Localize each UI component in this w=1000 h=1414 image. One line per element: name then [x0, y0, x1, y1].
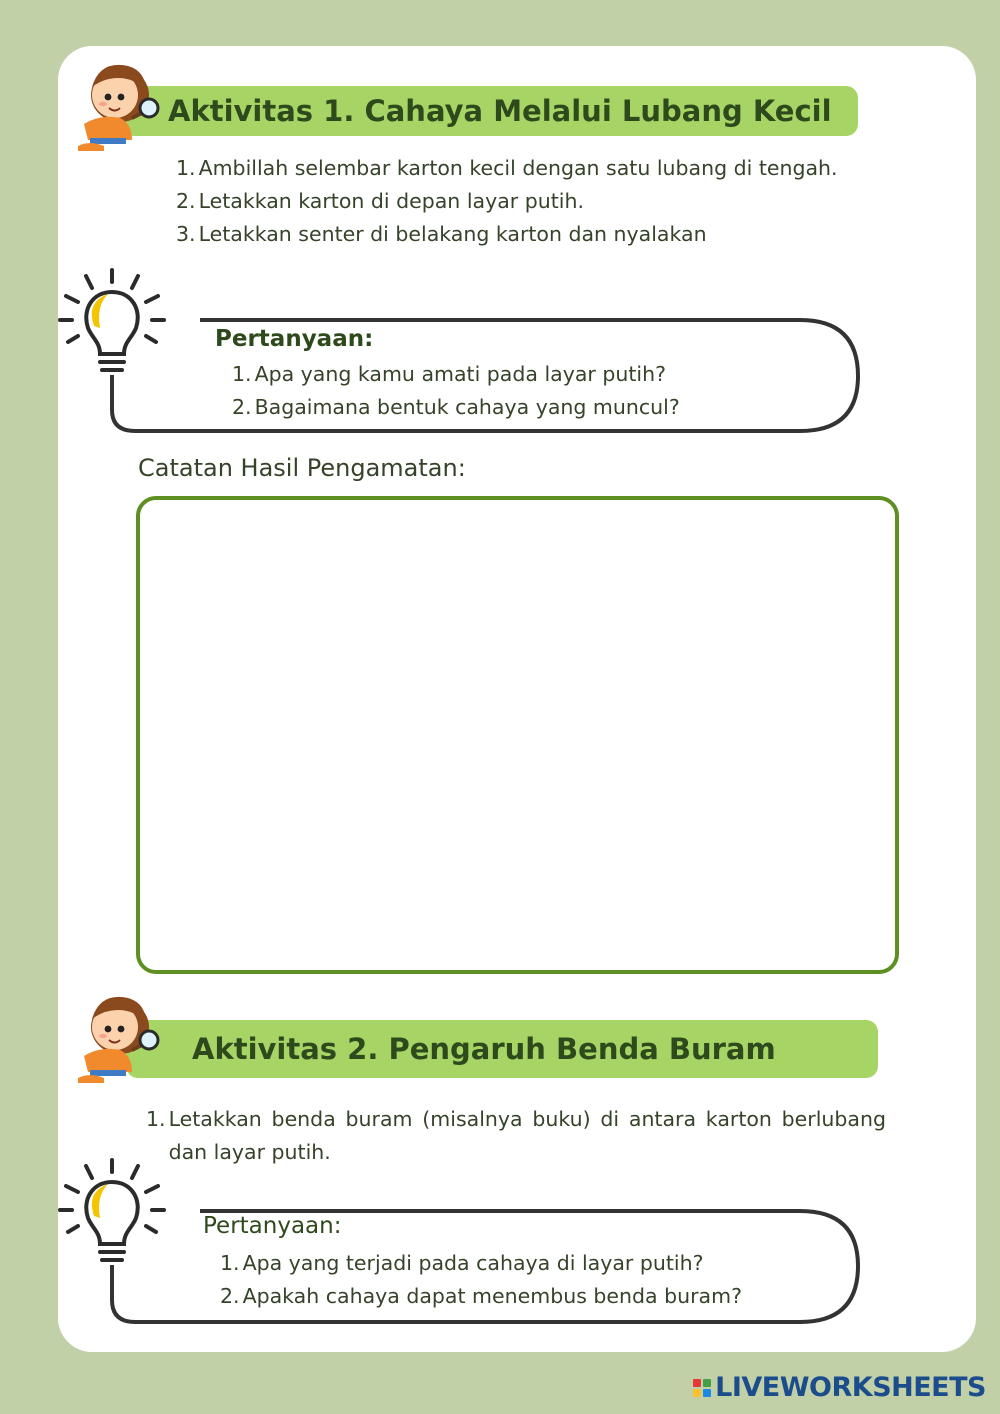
- observation-notes-box[interactable]: [136, 496, 899, 974]
- list-item: [220, 1247, 742, 1280]
- notes-label: Catatan Hasil Pengamatan:: [138, 454, 466, 482]
- activity2-steps: [146, 1103, 886, 1169]
- question-text: Apa yang kamu amati pada layar putih?: [254, 362, 666, 386]
- list-item: [146, 1103, 886, 1169]
- list-item: [232, 391, 680, 424]
- step-number: 1.: [176, 156, 196, 180]
- step-number: 1.: [146, 1107, 166, 1131]
- question-number: 1.: [220, 1251, 240, 1275]
- boy-magnifier-illustration: [70, 972, 170, 1084]
- question-number: 2.: [232, 395, 252, 419]
- list-item: [232, 358, 680, 391]
- question-text: Bagaimana bentuk cahaya yang muncul?: [254, 395, 680, 419]
- question-number: 2.: [220, 1284, 240, 1308]
- activity2-title: Aktivitas 2. Pengaruh Benda Buram: [192, 1032, 776, 1066]
- step-text: Letakkan karton di depan layar putih.: [198, 189, 584, 213]
- liveworksheets-brand[interactable]: [693, 1372, 986, 1403]
- step-text: Letakkan benda buram (misalnya buku) di antara karton berlubang dan layar putih.: [168, 1107, 886, 1164]
- liveworksheets-logo-icon: [693, 1379, 711, 1397]
- activity1-questions-title: Pertanyaan:: [215, 326, 374, 352]
- list-item: [220, 1280, 742, 1313]
- step-text: Letakkan senter di belakang karton dan nyalakan: [198, 222, 707, 246]
- activity1-questions: [232, 358, 680, 424]
- brand-name: LIVEWORKSHEETS: [715, 1372, 986, 1403]
- step-text: Ambillah selembar karton kecil dengan satu lubang di tengah.: [198, 156, 838, 180]
- question-number: 1.: [232, 362, 252, 386]
- question-text: Apa yang terjadi pada cahaya di layar putih?: [242, 1251, 704, 1275]
- activity1-title: Aktivitas 1. Cahaya Melalui Lubang Kecil: [168, 94, 832, 128]
- step-number: 2.: [176, 189, 196, 213]
- activity2-banner: [126, 1020, 878, 1078]
- question-text: Apakah cahaya dapat menembus benda buram?: [242, 1284, 742, 1308]
- step-number: 3.: [176, 222, 196, 246]
- lightbulb-icon: [56, 1156, 168, 1276]
- activity2-questions: [220, 1247, 742, 1313]
- activity2-questions-title: Pertanyaan:: [203, 1213, 342, 1239]
